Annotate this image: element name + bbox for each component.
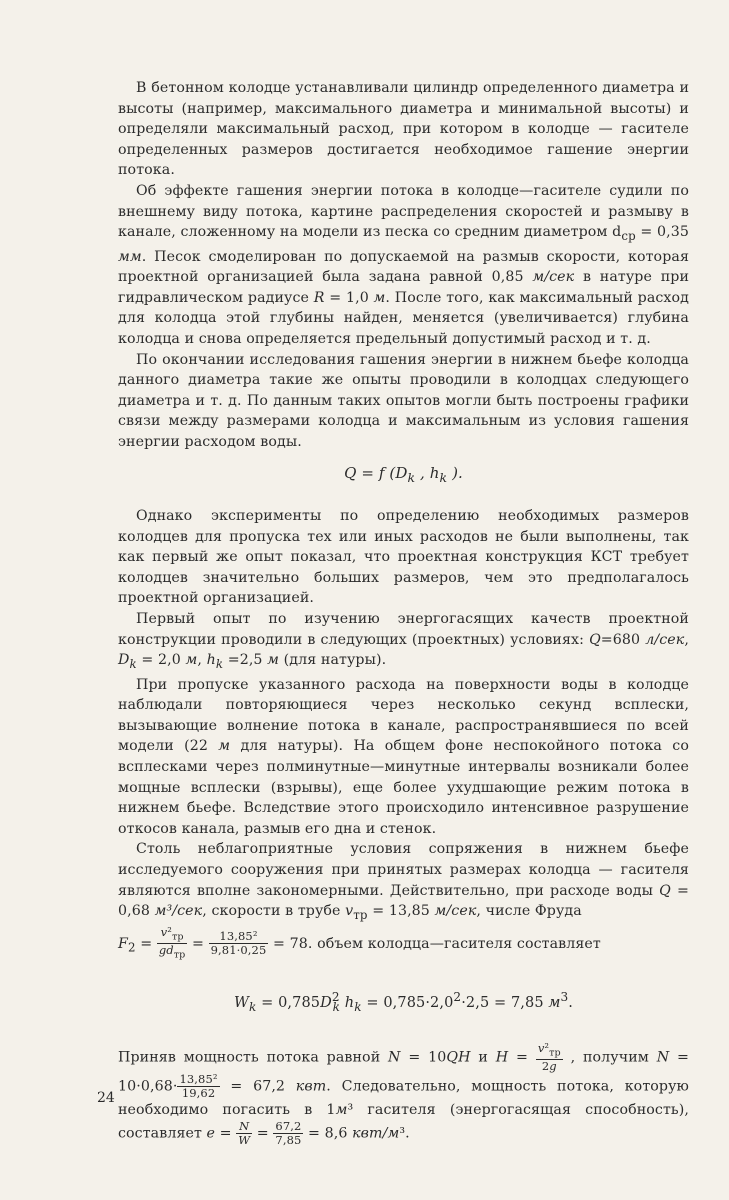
paragraph-2: Об эффекте гашения энергии потока в колодце—гасителе судили по внешнему виду потока, картине распределения скоростей и размыву в канале, сложенному на модели из песка со средним диаметром $d_{ср} = 0,35$ мм. Песок смоделирован по допускаемой на размыв скорости, которая проектной организацией была задана равной 0,85 м/сек в натуре при гидравлическом радиусе R = 1,0 м. После того, как максимальный расход для колодца этой глубины найден, меняется (увеличивается) глубина колодца и снова определяется предельный допустимый расход и т. д. [118, 182, 690, 347]
paragraph-5: Первый опыт по изучению энергогасящих качеств проектной конструкции проводили в следующих (проектных) условиях: Q=680 л/сек, $D_k = 2,0$ м, $h_k =2,5$ м (для натуры). [118, 611, 689, 672]
body-text [118, 78, 689, 1147]
paragraph-7: Столь неблагоприятные условия сопряжения в нижнем бьефе исследуемого сооружения при принятых размерах колодца — гасителя являются вполне закономерными. Действительно, при расходе воды Q = 0,68 м³/сек, скорости в трубе $v_{тр} = 13,85$ м/сек, числе Фруда [118, 841, 689, 923]
formula-q-function: Q = f ($D_k$ , $h_k$ ). [344, 463, 463, 485]
paragraph-6: При пропуске указанного расхода на поверхности воды в колодце наблюдали повторяющиеся через несколько секунд всплески, вызывающие волнение потока в канале, распространявшиеся по всей модели (22 м для натуры). На общем фоне неспокойного потока со всплесками через полминутные—минутные интервалы возникали более мощные всплески (взрывы), еще более ухудшающие режим потока в нижнем бьефе. Вследствие этого происходило интенсивное разрушение откосов канала, размыв его дна и стенок. [118, 676, 689, 837]
formula-well-volume: $W_k = 0,785D^2_k$ $h_k = 0,785\cdot 2,0^2\cdot 2,5 = 7,85$ $м^3$. [234, 990, 573, 1014]
paragraph-1: В бетонном колодце устанавливали цилиндр определенного диаметра и высоты (например, максимального диаметра и минимальной высоты) и определяли максимальный расход, при котором в колодце — гасителе определенных размеров достигается необходимое гашение энергии потока. [118, 80, 689, 179]
froude-line: $F_2$ = $\frac{v^2_{тр}}{gd_{тр}}$ = $\frac{\text{13,85²}}{9,81\cdot 0,25}$ = 78. объем колодца—гасителя составляет [118, 924, 601, 961]
paragraph-4: Однако эксперименты по определению необходимых размеров колодцев для пропуска тех или иных расходов не были выполнены, так как первый же опыт показал, что проектная конструкция КСТ требует колодцев значительно больших размеров, чем это предполагалось проектной организацией. [118, 508, 689, 607]
page-number: 24 [97, 1090, 115, 1106]
paragraph-3: По окончании исследования гашения энергии в нижнем бьефе колодца данного диаметра такие же опыты проводили в колодцах следующего диаметра и т. д. По данным таких опытов могли быть построены графики связи между размерами колодца и максимальным из условия гашения энергии расходом воды. [118, 351, 689, 450]
paragraph-power: Приняв мощность потока равной N = 10QH и H = $\frac{v^2_{тр}}{2g}$ , получим N = 10·0,68· $\frac{\text{13,85²}}{19,62}$ = 67,2 квт. Следовательно, мощность потока, которую необходимо погасить в 1м³ гасителя (энергогасящая способность), составляет e = $\frac{N}{W}$ = $\frac{67,2}{7,85}$ = 8,6 квт/м³. [118, 1040, 689, 1148]
